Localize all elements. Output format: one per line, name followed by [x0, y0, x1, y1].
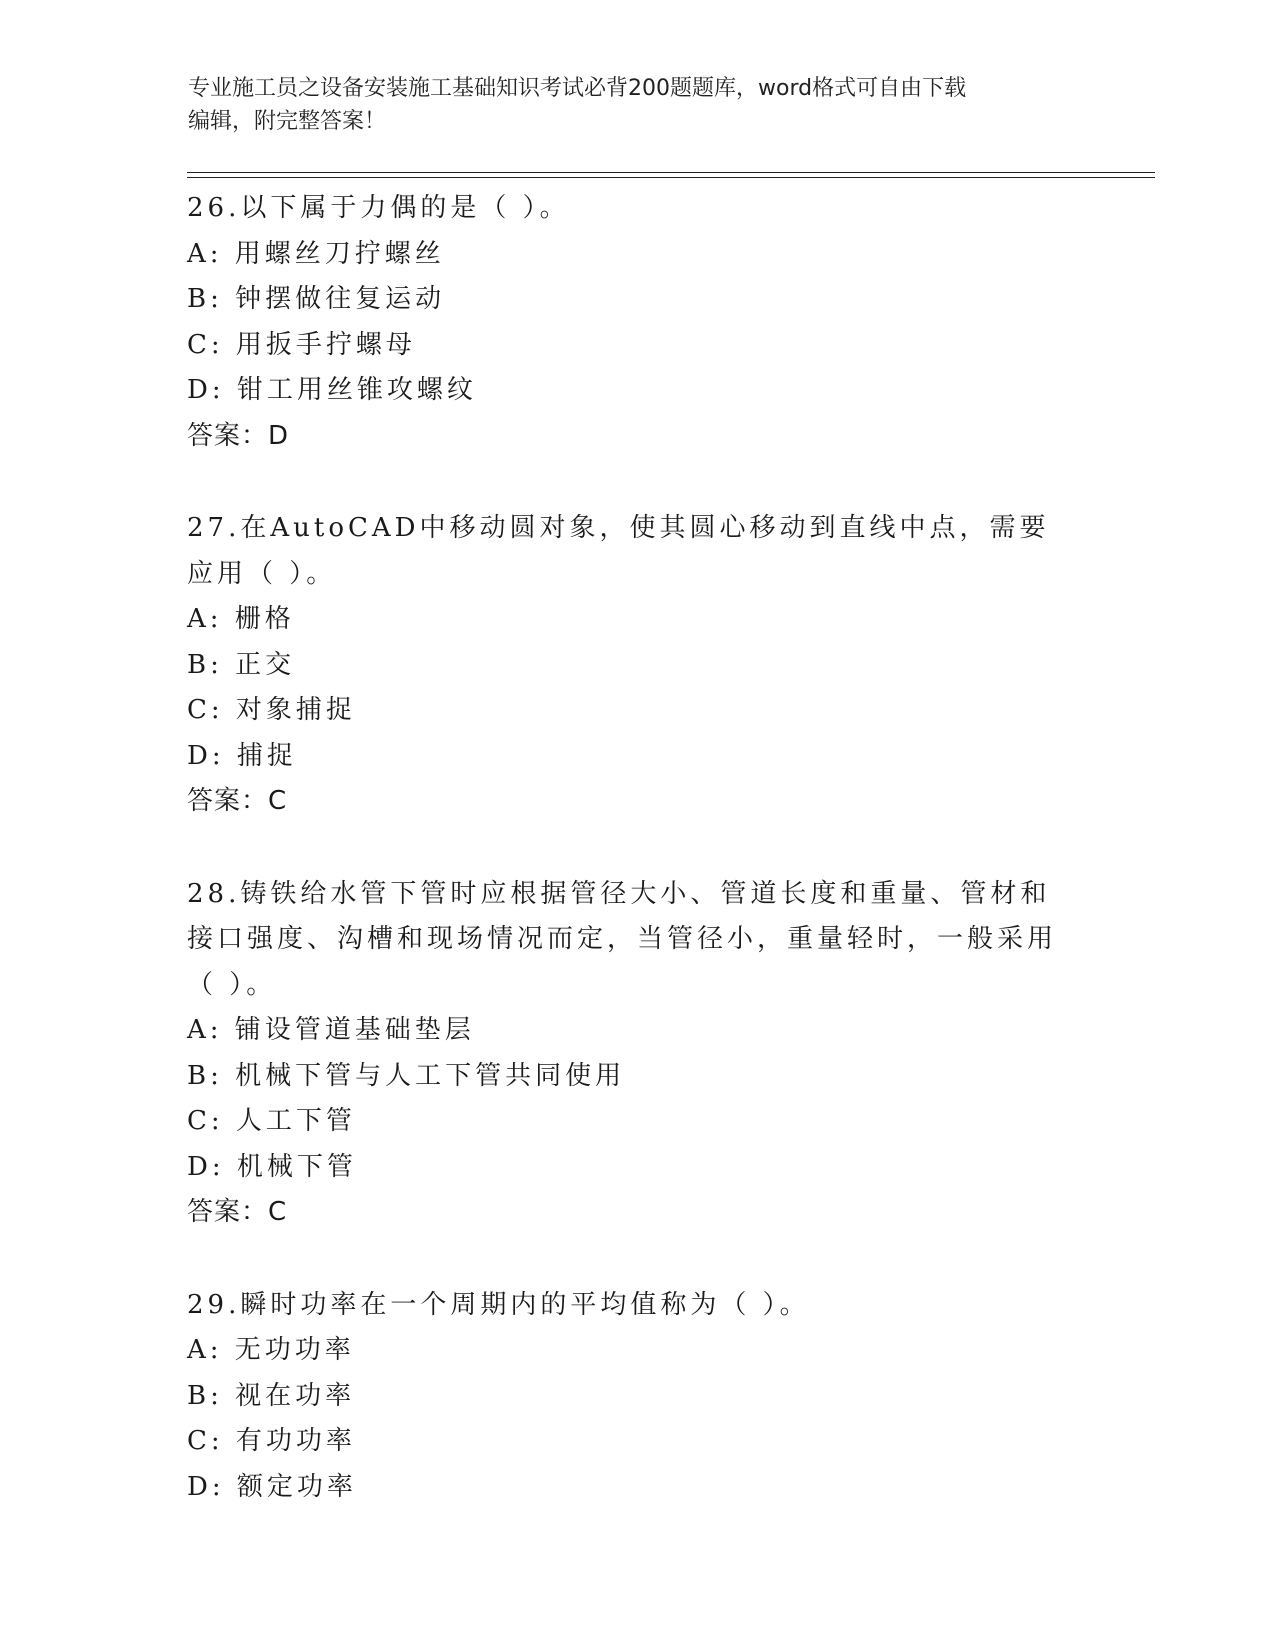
- question-list: [187, 186, 1087, 1557]
- question-29: [187, 1283, 1087, 1511]
- option-a: A: 无功功率: [187, 1335, 355, 1365]
- question-stem: 26.以下属于力偶的是（ ）。: [187, 193, 570, 223]
- option-c: C: 人工下管: [187, 1106, 356, 1136]
- option-b: B: 机械下管与人工下管共同使用: [187, 1060, 626, 1091]
- question-27: [187, 506, 1087, 825]
- question-stem: 28.铸铁给水管下管时应根据管径大小、管道长度和重量、管材和接口强度、沟槽和现场情况而定，当管径小，重量轻时，一般采用（ ）。: [187, 878, 1058, 1000]
- question-stem: 27.在AutoCAD中移动圆对象，使其圆心移动到直线中点，需要应用（ ）。: [187, 513, 1050, 589]
- question-stem: 29.瞬时功率在一个周期内的平均值称为（ ）。: [187, 1289, 810, 1320]
- option-a: A: 栅格: [187, 604, 295, 634]
- option-d: D: 机械下管: [187, 1151, 357, 1182]
- document-header: [188, 72, 1088, 138]
- question-28: [187, 872, 1087, 1236]
- header-rule-bottom: [187, 177, 1155, 178]
- question-26: [187, 186, 1087, 459]
- option-c: C: 用扳手拧螺母: [187, 329, 416, 360]
- option-c: C: 对象捕捉: [187, 695, 356, 725]
- option-d: D: 捕捉: [187, 740, 297, 771]
- header-title-line2: 编辑，附完整答案！: [188, 109, 387, 134]
- option-a: A: 铺设管道基础垫层: [187, 1015, 475, 1045]
- option-d: D: 钳工用丝锥攻螺纹: [187, 375, 477, 405]
- option-d: D: 额定功率: [187, 1471, 357, 1502]
- option-c: C: 有功功率: [187, 1426, 356, 1456]
- option-b: B: 钟摆做往复运动: [187, 284, 446, 314]
- answer-line: 答案：D: [187, 420, 290, 451]
- option-b: B: 正交: [187, 649, 296, 680]
- answer-line: 答案：C: [187, 786, 288, 816]
- answer-line: 答案：C: [187, 1197, 288, 1227]
- option-a: A: 用螺丝刀拧螺丝: [187, 238, 445, 269]
- header-title-line1: 专业施工员之设备安装施工基础知识考试必背200题题库，word格式可自由下载: [188, 76, 967, 101]
- option-b: B: 视在功率: [187, 1380, 356, 1411]
- header-rule-top: [187, 172, 1155, 173]
